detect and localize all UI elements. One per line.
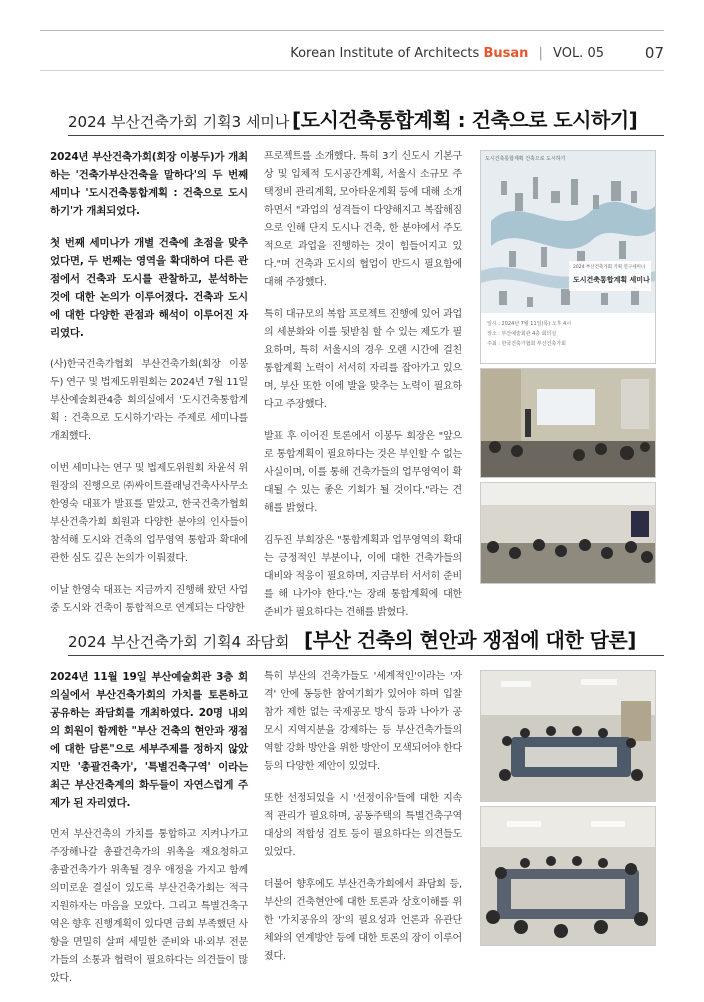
section2-title-bar: [40, 622, 664, 656]
section1-paragraph: 이날 한영숙 대표는 지금까지 진행해 왔던 사업 중 도시와 건축이 통합적으로 연계되는 다양한: [50, 585, 248, 614]
section2-paragraph: 먼저 부산건축의 가치를 통합하고 지켜나가고 주장해나갈 총괄건축가의 위촉을 재요청하고 총괄건축가가 위촉될 경우 애정을 가지고 함께 의미로운 결실이 있도록 부산건축가회는 적극 지원하자는 마음을 모았다. 그리고 특별건축구역은 향후 진행계획이 있다면 금회 부족했던 사항을 면밀히 살펴 세밀한 준비와 내·외부 전문가들의 소통과 협력이 필요하다는 의견들이 많았다.: [50, 829, 248, 984]
section2-pre-title: 2024 부산건축가회 기획4 좌담회: [68, 633, 290, 651]
header-org: Korean Institute of Architects: [290, 46, 480, 61]
header-city: Busan: [483, 46, 529, 61]
section1-paragraph: 프로젝트를 소개했다. 특히 3기 신도시 기본구상 및 입체적 도시공간계획, 서울시 소규모 주택정비 관리계획, 모아타운계획 등에 대해 소개하면서 "과업의 성격들이 다양해지고 복잡해짐으로 인해 단지 도시나 건축, 한 분야에서 주도적으로 과업을 진행하는 것이 힘들어지고 있다."며 건축과 도시의 협업이 반드시 필요함에 대해 주장했다.: [264, 151, 462, 288]
poster-info-line: 일시 : 2024년 7월 11일(목) 오후 4시: [487, 321, 572, 327]
section1-title: [도시건축통합계획 : 건축으로 도시하기]: [292, 108, 638, 132]
header-top-rule: [40, 30, 664, 31]
section1-paragraph: (사)한국건축가협회 부산건축가회(회장 이봉두) 연구 및 법제도위원회는 2024년 7월 11일 부산예술회관4층 회의실에서 '도시건축통합계획 : 건축으로 도시하기'라는 주제로 세미나를 개최했다.: [50, 359, 248, 442]
poster-info-line: 주최 : 한국건축가협회 부산건축가회: [487, 341, 566, 347]
section1-paragraph: 김두진 부회장은 "통합계획과 업무영역의 확대는 긍정적인 부분이나, 이에 대한 건축가들의 대비와 적응이 필요하며, 지금부터 서서히 준비를 해 나가야 한다."는 장래 통합계획에 대한 준비가 필요하다는 견해를 밝혔다.: [264, 535, 462, 618]
section1-lead: 2024년 부산건축가회(회장 이봉두)가 개최하는 '건축가부산건축을 말하다'의 두 번째 세미나 '도시건축통합계획 : 건축으로 도시하기'가 개최되었다.: [50, 151, 248, 217]
roundtable-photo-illustration: [481, 671, 655, 801]
roundtable-photo: [480, 670, 656, 802]
section1-paragraph: 발표 후 이어진 토론에서 이봉두 회장은 "앞으로 통합계획이 필요하다는 것은 부인할 수 없는 사실이며, 이를 통해 건축가들의 업무영역이 확대될 수 있는 좋은 기회가 될 것이다."라는 견해를 밝혔다.: [264, 431, 462, 514]
section2-paragraph: 또한 선정되었을 시 '선정이유'들에 대한 지속적 관리가 필요하며, 공동주택의 특별건축구역 대상의 적합성 검토 등이 필요하다는 의견들도 있었다.: [264, 793, 462, 858]
section2-rule: [68, 655, 664, 656]
section1-rule: [68, 135, 664, 136]
seminar-photo: [480, 368, 656, 478]
section2-column-2: [264, 668, 462, 980]
section2-paragraph: 특히 부산의 건축가들도 '세계적인'이라는 '자격' 안에 동등한 참여기회가 있어야 하며 입찰참가 제한 없는 국제공모 방식 등과 나아가 공모시 지역지분을 강제하는 등 부산건축가들의 역할 강화 방안을 위한 방안이 모색되어야 한다 등의 다양한 제안이 있었다.: [264, 671, 462, 772]
roundtable-discussion-illustration: [481, 807, 655, 945]
section2-lead: 2024년 11월 19일 부산예술회관 3층 회의실에서 부산건축가회의 가치를 토론하고 공유하는 좌담회를 개최하였다. 20명 내외의 회원이 함께한 "부산 건축의 현안과 쟁점에 대한 담론"으로 세부주제를 정하지 않았지만 '총괄건축가', '특별건축구역' 이라는 최근 부산건축계의 화두들이 자연스럽게 주제가 된 자리였다.: [50, 671, 248, 809]
page-header: [40, 44, 664, 64]
header-bottom-rule: [40, 70, 664, 71]
section2-column-1: [50, 668, 248, 1002]
seminar-audience-illustration: [481, 483, 655, 583]
roundtable-photo: [480, 806, 656, 946]
section1-lead-2: 첫 번째 세미나가 개별 건축에 초점을 맞추었다면, 두 번째는 영역을 확대하여 다른 관점에서 건축과 도시를 관찰하고, 분석하는 것에 대한 논의가 이루어졌다. 건축과 도시에 대한 다양한 관점과 해석이 이루어진 자리였다.: [50, 237, 248, 339]
section1-paragraph: 이번 세미나는 연구 및 법제도위원회 차윤석 위원장의 진행으로 ㈜싸이트플래닝건축사사무소 한영숙 대표가 발표를 맡았고, 한국건축가협회 부산건축가회 회원과 다양한 분야의 인사들이 참석해 도시와 건축의 업무영역 통합과 확대에 관한 심도 깊은 논의가 이뤄졌다.: [50, 463, 248, 564]
section1-title-bar: [40, 102, 664, 136]
section2-title: [부산 건축의 현안과 쟁점에 대한 담론]: [304, 628, 636, 652]
header-brand: Korean Institute of Architects Busan | VOL. 05: [290, 46, 604, 61]
poster-info: [487, 319, 571, 349]
poster-subtitle: 2024 부산건축가회 기획 연구세미나: [573, 265, 646, 270]
page-number: 07: [644, 44, 664, 62]
poster-top-text: 도시건축통합계획 건축으로 도시하기: [485, 156, 566, 162]
section2-paragraph: 더불어 향후에도 부산건축가회에서 좌담회 등, 부산의 건축현안에 대한 토론과 상호이해를 위한 '가치공유의 장'의 필요성과 언론과 유관단체와의 연계방안 등에 대한 토론의 장이 이루어졌다.: [264, 879, 462, 962]
section1-column-1: [50, 148, 248, 632]
section1-pre-title: 2024 부산건축가회 기획3 세미나: [68, 113, 290, 131]
poster-title: 도시건축통합계획 세미나: [573, 276, 650, 284]
header-vol: VOL. 05: [553, 46, 604, 61]
seminar-photo: [480, 482, 656, 584]
poster-info-line: 장소 : 부산예술회관 4층 회의실: [487, 331, 557, 337]
section1-paragraph: 특히 대규모의 복합 프로젝트 진행에 있어 과업의 세분화와 이를 뒷받침 할 수 있는 제도가 필요하며, 특히 서울시의 경우 오랜 시간에 걸친 통합계획 노력이 서서히 자리를 잡아가고 있으며, 부산 또한 이에 발을 맞추는 노력이 필요하다고 주장했다.: [264, 309, 462, 410]
seminar-poster-image: [480, 150, 656, 364]
section1-column-2: [264, 148, 462, 636]
seminar-photo-illustration: [481, 369, 655, 477]
